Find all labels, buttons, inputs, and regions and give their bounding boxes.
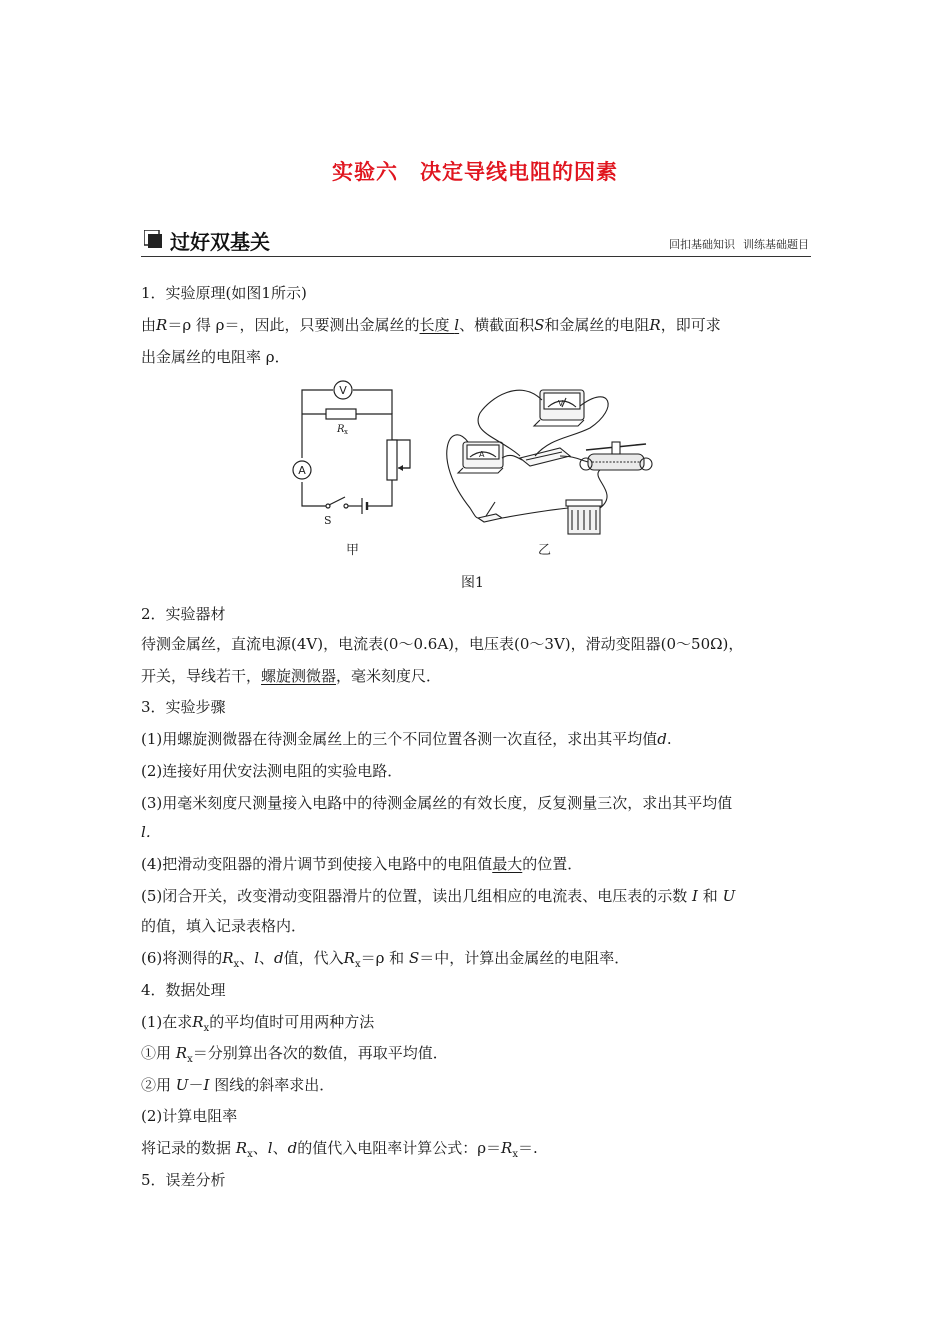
- p2-line1: 待测金属丝，直流电源(4V)，电流表(0～0.6A)，电压表(0～3V)，滑动变阻器(0～50Ω)，: [141, 635, 744, 653]
- p1-line1: 由R＝ρ 得 ρ＝，因此，只要测出金属丝的长度 l、横截面积S和金属丝的电阻R，即可求: [141, 316, 721, 334]
- p4-item2: (2)计算电阻率: [141, 1107, 238, 1125]
- term-length: 长度 l: [419, 316, 460, 334]
- p4-heading: 4．数据处理: [141, 981, 226, 999]
- p1-line2: 出金属丝的电阻率 ρ．: [141, 348, 290, 366]
- p3-step2: (2)连接好用伏安法测电阻的实验电路．: [141, 762, 403, 780]
- p3-step3: (3)用毫米刻度尺测量接入电路中的待测金属丝的有效长度，反复测量三次，求出其平均值: [141, 794, 733, 812]
- section-sub-2: 训练基础题目: [743, 238, 809, 251]
- svg-text:V: V: [558, 399, 564, 408]
- svg-text:x: x: [344, 428, 348, 436]
- title-part1: 实验六: [332, 160, 398, 184]
- svg-text:R: R: [337, 424, 345, 435]
- section-header: [141, 224, 811, 257]
- p3-heading: 3．实验步骤: [141, 698, 226, 716]
- svg-text:A: A: [479, 450, 485, 459]
- p2-heading: 2．实验器材: [141, 605, 226, 623]
- p3-step3-cont: l．: [141, 823, 161, 841]
- page-title: [0, 156, 950, 186]
- section-title: 过好双基关: [170, 230, 270, 254]
- svg-text:S: S: [324, 514, 332, 527]
- p4-item1: (1)在求$R_x$的平均值时可用两种方法: [141, 1013, 375, 1034]
- p3-step1: (1)用螺旋测微器在待测金属丝上的三个不同位置各测一次直径，求出其平均值d.: [141, 730, 672, 748]
- p1-heading: 1．实验原理(如图1所示): [141, 284, 307, 302]
- ammeter-symbol: [293, 461, 311, 479]
- sub-label-jia: 甲: [346, 543, 360, 558]
- p3-step5-cont: 的值，填入记录表格内．: [141, 917, 307, 935]
- svg-text:V: V: [339, 384, 347, 397]
- sub-label-yi: 乙: [538, 543, 552, 558]
- p3-step4: (4)把滑动变阻器的滑片调节到使接入电路中的电阻值最大的位置．: [141, 855, 583, 873]
- p4-method1: ①用 $R_x=$分别算出各次的数值，再取平均值．: [141, 1044, 448, 1065]
- term-max: 最大: [492, 855, 523, 873]
- svg-text:A: A: [298, 464, 306, 477]
- term-micrometer: 螺旋测微器: [261, 667, 337, 685]
- p3-step5: (5)闭合开关，改变滑动变阻器滑片的位置，读出几组相应的电流表、电压表的示数 I 和 U: [141, 887, 736, 905]
- p2-line2: 开关，导线若干，螺旋测微器，毫米刻度尺．: [141, 667, 442, 685]
- figure-caption: 图1: [461, 575, 484, 591]
- figure-1: [290, 378, 670, 558]
- p4-formula: 将记录的数据 $R_x$、l、d的值代入电阻率计算公式：$\rho=R_x=$.: [141, 1139, 538, 1160]
- title-part2: 决定导线电阻的因素: [420, 160, 618, 184]
- section-subtitle: [661, 236, 809, 252]
- p5-heading: 5．误差分析: [141, 1171, 226, 1189]
- section-square-icon: [144, 230, 162, 248]
- p4-method2: ②用 U－I 图线的斜率求出．: [141, 1076, 335, 1094]
- p3-step6: (6)将测得的$R_x$、l、d值，代入$R_x=\rho$ 和 S＝中，计算出金属丝的电阻率．: [141, 949, 630, 970]
- voltmeter-symbol: [334, 381, 352, 399]
- section-sub-1: 回扣基础知识: [669, 238, 735, 251]
